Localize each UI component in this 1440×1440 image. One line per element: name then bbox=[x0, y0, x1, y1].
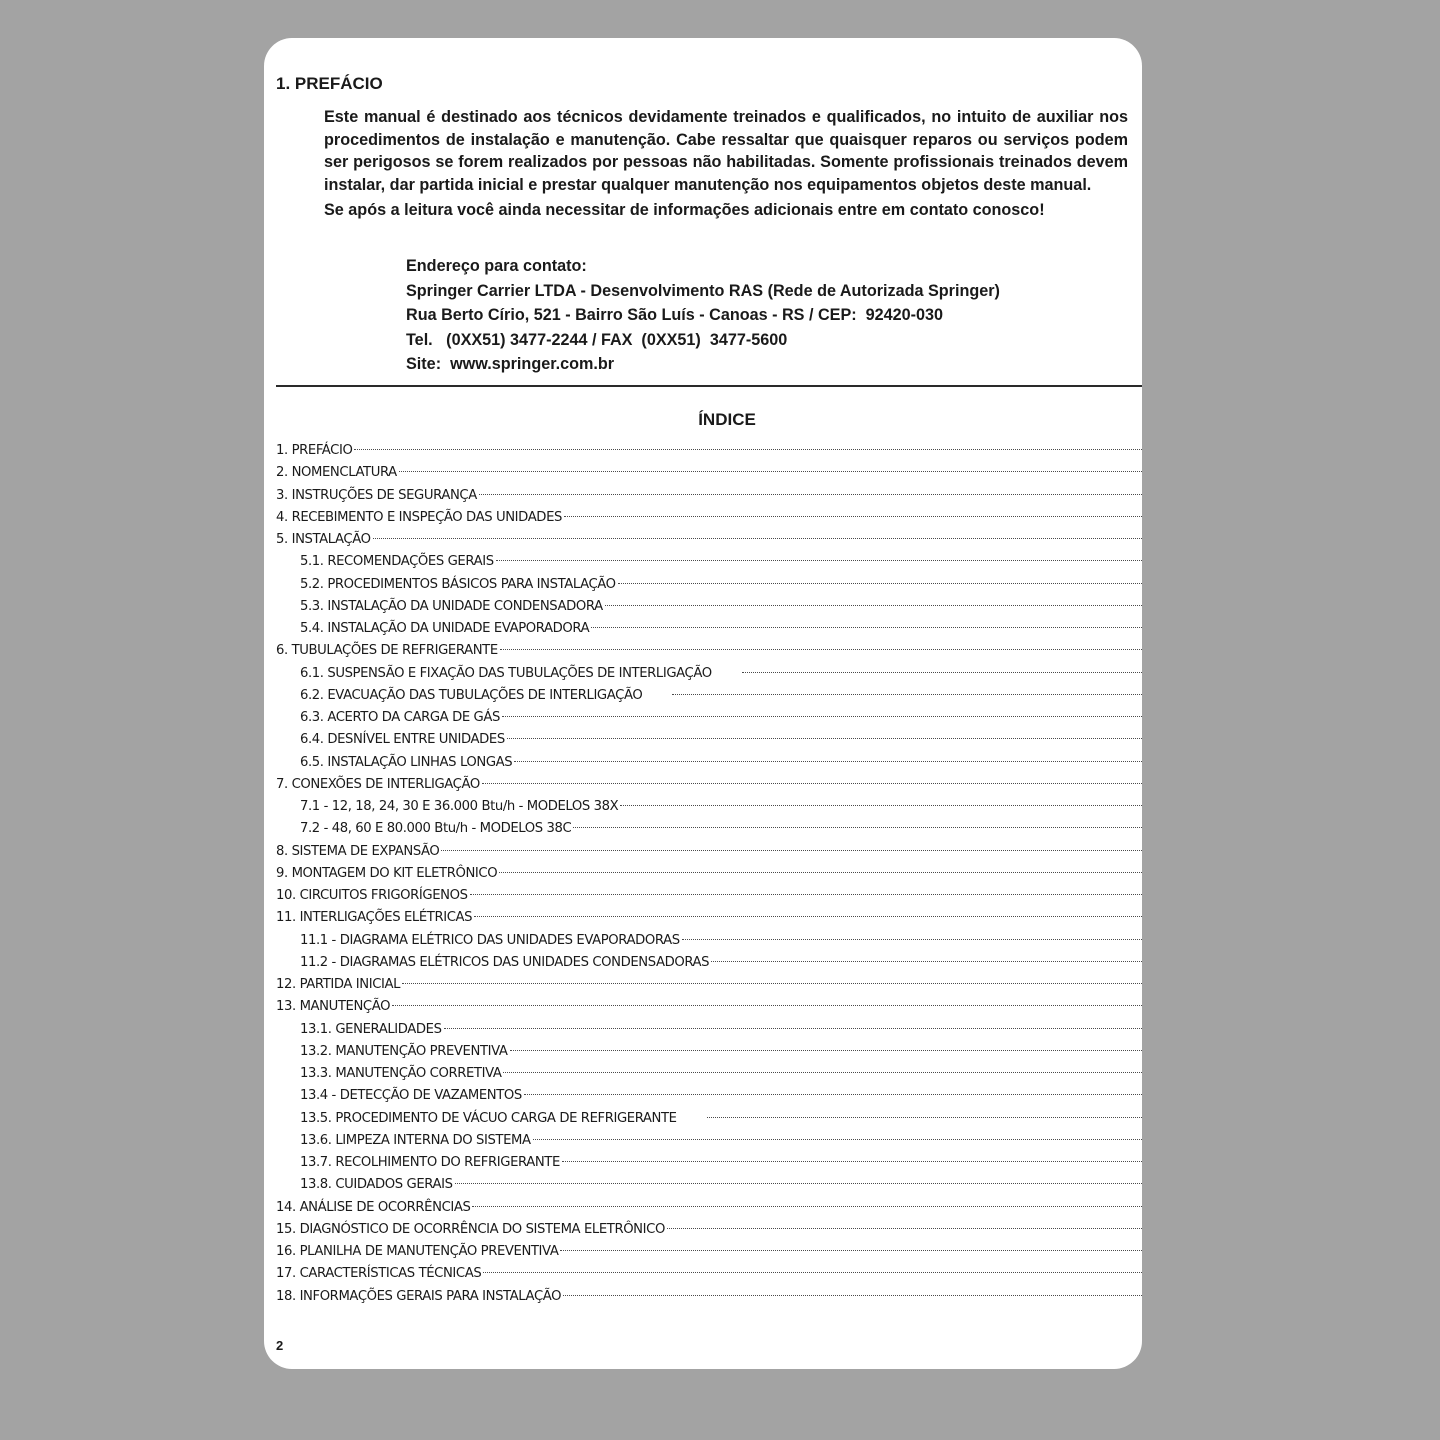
toc-item-label: 11.2 - DIAGRAMAS ELÉTRICOS DAS UNIDADES CONDENSADORAS bbox=[300, 954, 710, 970]
toc-dot-leader bbox=[562, 1161, 1142, 1162]
toc-item-label: 6.5. INSTALAÇÃO LINHAS LONGAS bbox=[300, 754, 513, 770]
toc-item-label: 13.1. GENERALIDADES bbox=[300, 1021, 442, 1037]
toc-dot-leader bbox=[402, 983, 1142, 984]
toc-item-label: 12. PARTIDA INICIAL bbox=[276, 977, 401, 992]
toc-dot-leader bbox=[533, 1139, 1142, 1140]
toc-dot-leader bbox=[455, 1183, 1142, 1184]
toc-item bbox=[276, 1108, 1142, 1130]
toc-item bbox=[276, 685, 1142, 707]
toc-item bbox=[276, 663, 1142, 685]
toc-item bbox=[276, 907, 1142, 929]
toc-item-label: 15. DIAGNÓSTICO DE OCORRÊNCIA DO SISTEMA ELETRÔNICO bbox=[276, 1221, 665, 1237]
toc-dot-leader bbox=[479, 494, 1142, 495]
toc-item-label: 13.7. RECOLHIMENTO DO REFRIGERANTE bbox=[300, 1155, 560, 1170]
toc-item-label: 11. INTERLIGAÇÕES ELÉTRICAS bbox=[276, 910, 473, 926]
toc-item bbox=[276, 752, 1142, 774]
toc-item-label: 10. CIRCUITOS FRIGORÍGENOS bbox=[276, 888, 468, 903]
toc-item bbox=[276, 596, 1142, 618]
toc-item-label: 5.4. INSTALAÇÃO DA UNIDADE EVAPORADORA bbox=[300, 621, 590, 636]
toc-dot-leader bbox=[502, 716, 1142, 717]
preface-title: 1. PREFÁCIO bbox=[276, 74, 383, 93]
toc-dot-leader bbox=[591, 627, 1142, 628]
toc-item-label: 4. RECEBIMENTO E INSPEÇÃO DAS UNIDADES bbox=[276, 509, 562, 525]
toc-item bbox=[276, 996, 1142, 1018]
toc-dot-leader bbox=[444, 1028, 1142, 1029]
toc-dot-leader bbox=[503, 1072, 1142, 1073]
toc-item-label: 6.2. EVACUAÇÃO DAS TUBULAÇÕES DE INTERLIGAÇÃO bbox=[300, 687, 643, 703]
toc-item-label: 6.4. DESNÍVEL ENTRE UNIDADES bbox=[300, 732, 505, 748]
toc-dot-leader bbox=[524, 1094, 1142, 1095]
toc-item-label: 9. MONTAGEM DO KIT ELETRÔNICO bbox=[276, 865, 498, 881]
toc-item-label: 17. CARACTERÍSTICAS TÉCNICAS bbox=[276, 1266, 482, 1282]
contact-company: Springer Carrier LTDA - Desenvolvimento RAS (Rede de Autorizada Springer) bbox=[406, 281, 1000, 300]
toc-dot-leader bbox=[620, 805, 1142, 806]
toc-item bbox=[276, 618, 1142, 640]
toc-item bbox=[276, 841, 1142, 863]
toc-dot-leader bbox=[499, 872, 1142, 873]
toc-item bbox=[276, 1130, 1142, 1152]
toc-dot-leader bbox=[510, 1050, 1143, 1051]
toc-item bbox=[276, 574, 1142, 596]
document-page bbox=[264, 38, 1142, 1369]
toc-item-label: 7.1 - 12, 18, 24, 30 E 36.000 Btu/h - MODELOS 38X bbox=[300, 799, 619, 814]
toc-dot-leader bbox=[605, 605, 1142, 606]
toc-dot-leader bbox=[399, 471, 1142, 472]
contact-heading: Endereço para contato: bbox=[406, 257, 587, 275]
toc-item bbox=[276, 1041, 1142, 1063]
toc-item-label: 2. NOMENCLATURA bbox=[276, 465, 397, 481]
toc-item-label: 13.6. LIMPEZA INTERNA DO SISTEMA bbox=[300, 1132, 531, 1148]
toc-dot-leader bbox=[470, 894, 1142, 895]
toc-item bbox=[276, 507, 1142, 529]
toc-item-label: 16. PLANILHA DE MANUTENÇÃO PREVENTIVA bbox=[276, 1244, 559, 1259]
toc-dot-leader bbox=[707, 1117, 1142, 1118]
table-of-contents bbox=[276, 440, 1142, 1308]
toc-item-label: 13.8. CUIDADOS GERAIS bbox=[300, 1177, 453, 1193]
toc-item bbox=[276, 1174, 1142, 1196]
toc-item bbox=[276, 1152, 1142, 1174]
toc-item-label: 7.2 - 48, 60 E 80.000 Btu/h - MODELOS 38C bbox=[300, 821, 572, 837]
toc-item bbox=[276, 462, 1142, 484]
toc-item-label: 6.1. SUSPENSÃO E FIXAÇÃO DAS TUBULAÇÕES DE INTERLIGAÇÃO bbox=[300, 665, 712, 681]
toc-item bbox=[276, 485, 1142, 507]
toc-dot-leader bbox=[667, 1228, 1142, 1229]
toc-item-label: 6.3. ACERTO DA CARGA DE GÁS bbox=[300, 710, 500, 725]
toc-item bbox=[276, 1219, 1142, 1241]
toc-item-label: 6. TUBULAÇÕES DE REFRIGERANTE bbox=[276, 643, 498, 659]
toc-dot-leader bbox=[672, 694, 1142, 695]
toc-dot-leader bbox=[573, 827, 1142, 828]
toc-item bbox=[276, 1241, 1142, 1263]
toc-dot-leader bbox=[682, 939, 1142, 940]
toc-item bbox=[276, 974, 1142, 996]
toc-item-label: 13. MANUTENÇÃO bbox=[276, 999, 391, 1015]
toc-item bbox=[276, 774, 1142, 796]
toc-item-label: 5.1. RECOMENDAÇÕES GERAIS bbox=[300, 554, 494, 570]
toc-item bbox=[276, 707, 1142, 729]
contact-phone: Tel. (0XX51) 3477-2244 / FAX (0XX51) 3477-5600 bbox=[406, 330, 788, 349]
page-number: 2 bbox=[276, 1338, 284, 1353]
toc-dot-leader bbox=[354, 449, 1142, 450]
toc-dot-leader bbox=[563, 1295, 1142, 1296]
toc-item-label: 3. INSTRUÇÕES DE SEGURANÇA bbox=[276, 487, 477, 503]
toc-item bbox=[276, 1197, 1142, 1219]
toc-item-label: 5.2. PROCEDIMENTOS BÁSICOS PARA INSTALAÇÃO bbox=[300, 576, 616, 592]
toc-dot-leader bbox=[618, 583, 1142, 584]
toc-item-label: 5.3. INSTALAÇÃO DA UNIDADE CONDENSADORA bbox=[300, 598, 603, 614]
contact-site: Site: www.springer.com.br bbox=[406, 355, 615, 374]
toc-item bbox=[276, 952, 1142, 974]
toc-dot-leader bbox=[711, 961, 1142, 962]
toc-dot-leader bbox=[514, 761, 1142, 762]
toc-dot-leader bbox=[483, 1272, 1142, 1273]
toc-dot-leader bbox=[482, 783, 1142, 784]
toc-item bbox=[276, 818, 1142, 840]
contact-block bbox=[406, 254, 1000, 377]
toc-item bbox=[276, 885, 1142, 907]
toc-dot-leader bbox=[474, 916, 1142, 917]
toc-item-label: 11.1 - DIAGRAMA ELÉTRICO DAS UNIDADES EVAPORADORAS bbox=[300, 932, 680, 948]
toc-item bbox=[276, 1063, 1142, 1085]
toc-dot-leader bbox=[392, 1005, 1142, 1006]
toc-dot-leader bbox=[496, 560, 1142, 561]
section-divider bbox=[276, 385, 1142, 387]
preface-contact-note: Se após a leitura você ainda necessitar de informações adicionais entre em contato conosco! bbox=[324, 201, 1045, 219]
toc-item-label: 1. PREFÁCIO bbox=[276, 443, 353, 458]
toc-item-label: 8. SISTEMA DE EXPANSÃO bbox=[276, 843, 440, 859]
toc-dot-leader bbox=[373, 538, 1142, 539]
toc-title: ÍNDICE bbox=[698, 410, 756, 429]
toc-item bbox=[276, 1263, 1142, 1285]
toc-item-label: 13.4 - DETECÇÃO DE VAZAMENTOS bbox=[300, 1088, 522, 1104]
toc-dot-leader bbox=[472, 1206, 1142, 1207]
preface-paragraph: Este manual é destinado aos técnicos devidamente treinados e qualificados, no intuito de auxiliar nos procedimentos de instalação e manutenção. Cabe ressaltar que quaisquer reparos ou serviços podem ser perigosos se forem realizados por pessoas não habilitadas. Somente profissionais treinados devem instalar, dar partida inicial e prestar qualquer manutenção nos equipamentos objetos deste manual. bbox=[324, 108, 1128, 194]
toc-dot-leader bbox=[507, 738, 1142, 739]
toc-item bbox=[276, 1085, 1142, 1107]
toc-item bbox=[276, 930, 1142, 952]
preface-text bbox=[324, 106, 1128, 222]
toc-item bbox=[276, 1286, 1142, 1308]
toc-dot-leader bbox=[742, 672, 1142, 673]
toc-item bbox=[276, 863, 1142, 885]
toc-item-label: 13.2. MANUTENÇÃO PREVENTIVA bbox=[300, 1043, 508, 1059]
toc-item-label: 5. INSTALAÇÃO bbox=[276, 532, 371, 547]
toc-item bbox=[276, 796, 1142, 818]
toc-item-label: 14. ANÁLISE DE OCORRÊNCIAS bbox=[276, 1199, 471, 1215]
contact-address: Rua Berto Círio, 521 - Bairro São Luís - Canoas - RS / CEP: 92420-030 bbox=[406, 306, 944, 325]
toc-item-label: 7. CONEXÕES DE INTERLIGAÇÃO bbox=[276, 776, 480, 792]
toc-item bbox=[276, 640, 1142, 662]
toc-item-label: 18. INFORMAÇÕES GERAIS PARA INSTALAÇÃO bbox=[276, 1288, 562, 1304]
toc-dot-leader bbox=[564, 516, 1142, 517]
toc-dot-leader bbox=[500, 649, 1142, 650]
toc-item bbox=[276, 440, 1142, 462]
toc-item bbox=[276, 1019, 1142, 1041]
toc-dot-leader bbox=[560, 1250, 1142, 1251]
toc-item-label: 13.5. PROCEDIMENTO DE VÁCUO CARGA DE REFRIGERANTE bbox=[300, 1110, 677, 1126]
toc-item bbox=[276, 551, 1142, 573]
toc-item-label: 13.3. MANUTENÇÃO CORRETIVA bbox=[300, 1066, 502, 1081]
toc-item bbox=[276, 729, 1142, 751]
toc-dot-leader bbox=[441, 850, 1142, 851]
toc-item bbox=[276, 529, 1142, 551]
